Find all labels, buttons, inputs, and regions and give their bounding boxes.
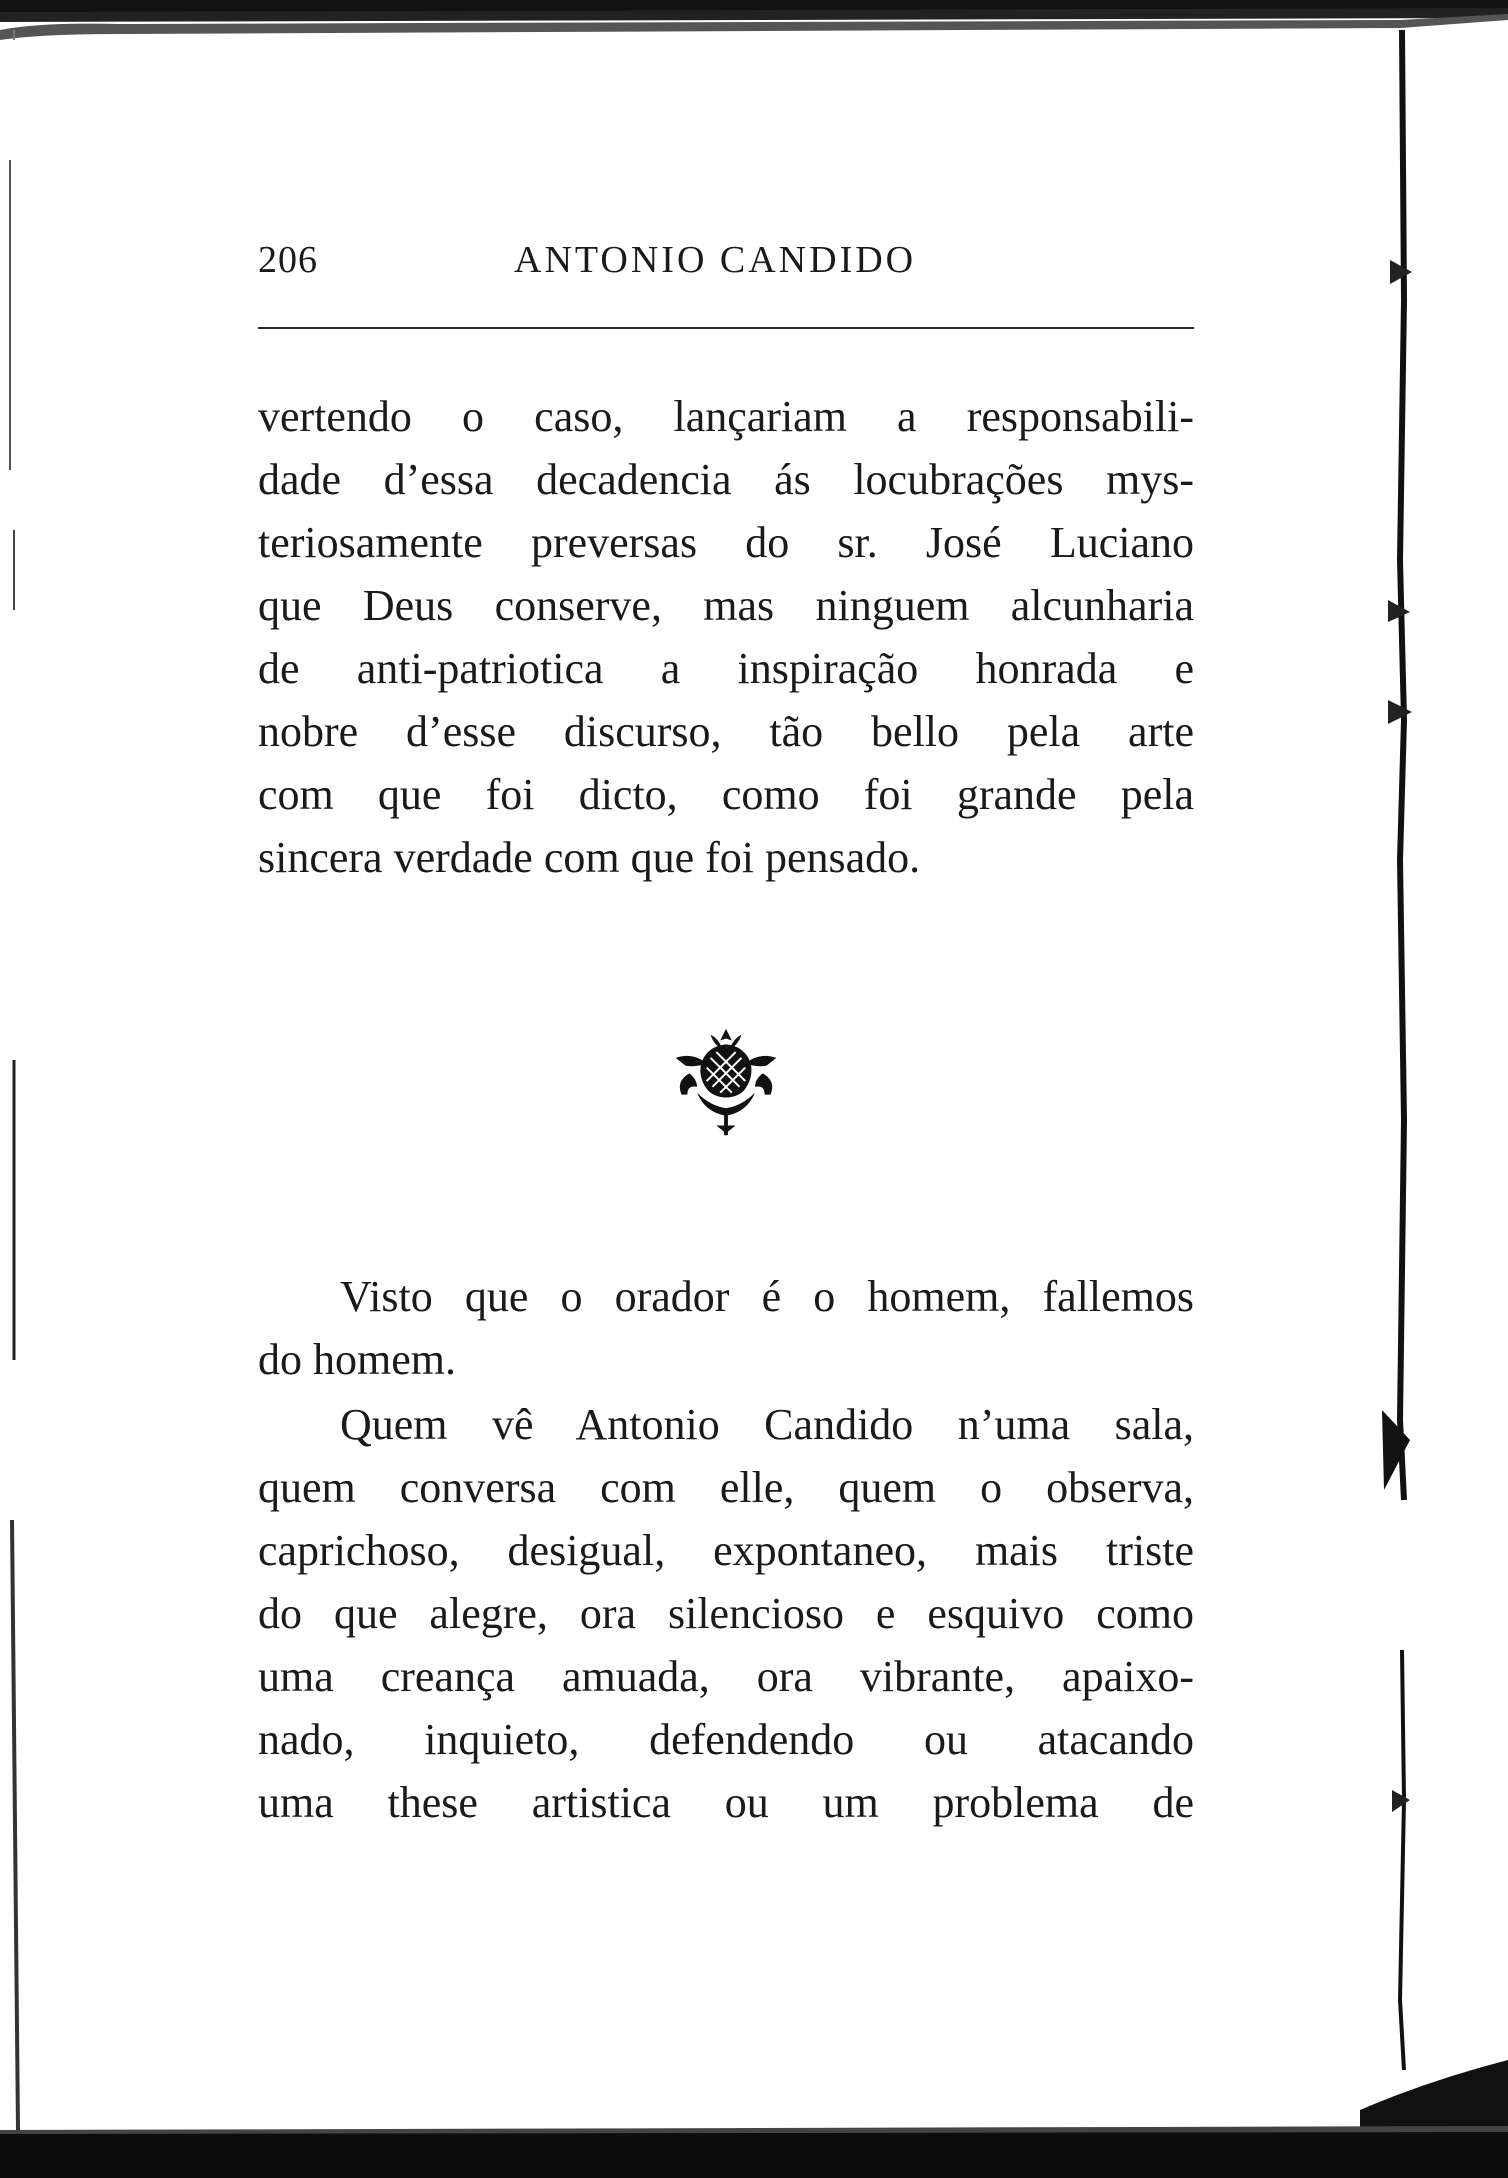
running-title: ANTONIO CANDIDO [514, 239, 917, 281]
text-line: uma creança amuada, ora vibrante, apaixo- [258, 1652, 1194, 1701]
text-line: sincera verdade com que foi pensado. [258, 833, 921, 882]
text-line: caprichoso, desigual, expontaneo, mais triste [258, 1526, 1194, 1575]
text-line: nobre d’esse discurso, tão bello pela arte [258, 707, 1194, 756]
paragraph [258, 1393, 1194, 1834]
scan-top-edge [0, 0, 1508, 40]
text-line: dade d’essa decadencia ás locubrações mys- [258, 455, 1194, 504]
page-number: 206 [258, 239, 318, 281]
text-line: vertendo o caso, lançariam a responsabili- [258, 392, 1194, 441]
text-line: Quem vê Antonio Candido n’uma sala, [340, 1400, 1194, 1449]
text-line: com que foi dicto, como foi grande pela [258, 770, 1194, 819]
header-rule [258, 327, 1194, 329]
text-line: Visto que o orador é o homem, fallemos [340, 1272, 1194, 1321]
text-line: teriosamente preversas do sr. José Luciano [258, 518, 1194, 567]
text-line: quem conversa com elle, quem o observa, [258, 1463, 1194, 1512]
running-head [258, 230, 1194, 290]
text-line: nado, inquieto, defendendo ou atacando [258, 1715, 1194, 1764]
text-line: uma these artistica ou um problema de [258, 1778, 1194, 1827]
paragraph [258, 1265, 1194, 1391]
paragraph [258, 385, 1194, 889]
text-line: do que alegre, ora silencioso e esquivo como [258, 1589, 1194, 1638]
text-line: que Deus conserve, mas ninguem alcunharia [258, 581, 1194, 630]
floral-fleuron-icon [668, 1025, 784, 1141]
scan-left-edge [0, 0, 30, 2178]
text-line: do homem. [258, 1335, 456, 1384]
scan-bottom-edge [0, 2120, 1508, 2178]
scan-right-edge [1360, 0, 1508, 2178]
text-line: de anti-patriotica a inspiração honrada e [258, 644, 1194, 693]
